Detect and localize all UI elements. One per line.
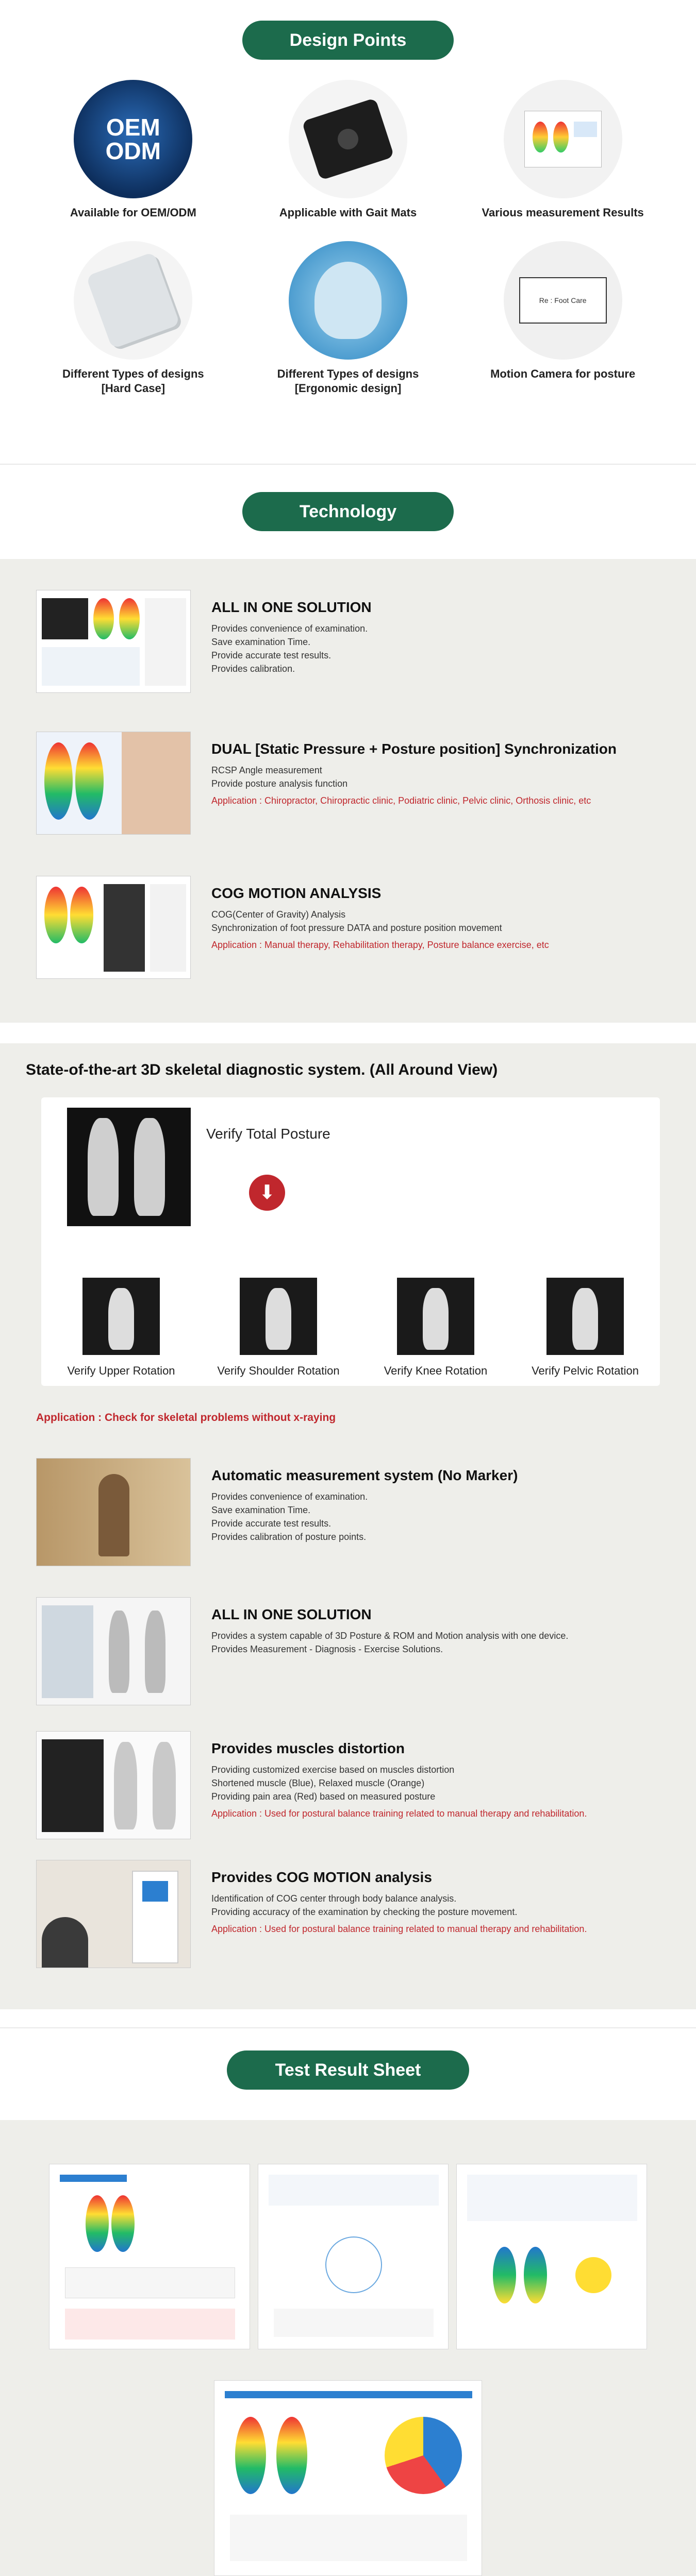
tech-title: DUAL [Static Pressure + Posture position] Synchronization [211, 741, 617, 757]
verify-upper-rotation [57, 1278, 186, 1378]
tech-desc-line: Synchronization of foot pressure DATA and posture position movement [211, 923, 502, 934]
result-sheet-foot-pressure [49, 2164, 250, 2349]
tech-title: ALL IN ONE SOLUTION [211, 599, 372, 615]
rotation-label: Verify Shoulder Rotation [217, 1364, 340, 1377]
skeletal-viewer [41, 1097, 660, 1386]
dual-sync-screenshot [36, 732, 191, 835]
design-point-gait-mats [241, 80, 456, 221]
design-point-hard-case [26, 241, 241, 396]
tech-desc-line: Provide accurate test results. [211, 650, 332, 661]
design-point-label: Different Types of designs [Ergonomic design] [277, 367, 419, 395]
result-sheet-foot-type [456, 2164, 647, 2349]
design-point-results [455, 80, 670, 221]
tech-title: Provides COG MOTION analysis [211, 1869, 432, 1885]
verify-pelvic-rotation [521, 1278, 650, 1378]
cog-motion-screenshot [36, 876, 191, 979]
oem-badge-text: OEM ODM [105, 114, 161, 164]
skeletal-application: Application : Check for skeletal problems without x-raying [36, 1412, 336, 1423]
tech-desc-line: Provides Measurement - Diagnosis - Exercise Solutions. [211, 1644, 443, 1655]
tech-desc-line: Providing pain area (Red) based on measured posture [211, 1791, 436, 1802]
skeletal-title: State-of-the-art 3D skeletal diagnostic system. (All Around View) [26, 1061, 498, 1078]
design-point-motion-camera [455, 241, 670, 396]
tech-desc-line: Save examination Time. [211, 637, 311, 648]
design-point-ergonomic [241, 241, 456, 396]
oem-badge-image [74, 80, 192, 198]
tech-title: ALL IN ONE SOLUTION [211, 1606, 372, 1622]
tech-desc-line: Provides convenience of examination. [211, 623, 368, 634]
total-posture-figure [67, 1108, 191, 1226]
tech-desc-line: Identification of COG center through body balance analysis. [211, 1893, 457, 1904]
rotation-label: Verify Pelvic Rotation [532, 1364, 639, 1377]
tech-application: Application : Chiropractor, Chiropractic clinic, Podiatric clinic, Pelvic clinic, Orthosis clinic, etc [211, 795, 591, 806]
cog-analysis-photo [36, 1860, 191, 1968]
technology-title: Technology [242, 492, 454, 531]
tech-desc-line: Providing accuracy of the examination by checking the posture movement. [211, 1907, 518, 1918]
tech-desc-line: Shortened muscle (Blue), Relaxed muscle (Orange) [211, 1778, 425, 1789]
skeletal-row-automatic [36, 1458, 675, 1566]
tech-desc [211, 764, 617, 790]
rotation-label: Verify Upper Rotation [67, 1364, 175, 1377]
tech-row-cog [36, 876, 675, 979]
tech-row-dual [36, 732, 675, 835]
motion-camera-image [504, 241, 622, 360]
tech-desc [211, 908, 549, 935]
ergonomic-device-image [289, 241, 407, 360]
skeletal-row-all-in-one [36, 1597, 675, 1705]
tech-desc [211, 1763, 587, 1803]
tech-desc-line: COG(Center of Gravity) Analysis [211, 909, 346, 920]
tech-desc-line: Provides calibration. [211, 664, 295, 674]
rotation-label: Verify Knee Rotation [384, 1364, 488, 1377]
all-in-one-screenshot [36, 590, 191, 693]
tech-desc-line: Provide accurate test results. [211, 1518, 332, 1529]
test-result-title: Test Result Sheet [227, 2050, 469, 2090]
design-points-title: Design Points [242, 21, 454, 60]
measurement-results-image [504, 80, 622, 198]
tech-desc-line: RCSP Angle measurement [211, 765, 322, 775]
tech-desc [211, 622, 372, 675]
tech-title: COG MOTION ANALYSIS [211, 885, 382, 901]
design-point-label: Various measurement Results [482, 206, 644, 219]
skeletal-row-muscles [36, 1731, 675, 1839]
shoulder-rotation-figure [240, 1278, 317, 1355]
verify-total-posture-label: Verify Total Posture [206, 1126, 330, 1142]
pelvic-rotation-figure [546, 1278, 624, 1355]
tech-desc-line: Provides a system capable of 3D Posture & ROM and Motion analysis with one device. [211, 1631, 569, 1641]
design-point-oem [26, 80, 241, 221]
tech-desc-line: Provides calibration of posture points. [211, 1532, 367, 1543]
design-points-grid [26, 80, 670, 396]
tech-application: Application : Used for postural balance training related to manual therapy and rehabilitation. [211, 1924, 587, 1935]
tech-desc [211, 1629, 568, 1656]
verify-knee-rotation [371, 1278, 500, 1378]
gait-mat-device-image [289, 80, 407, 198]
tech-desc-line: Save examination Time. [211, 1505, 311, 1516]
design-point-label: Motion Camera for posture [490, 367, 636, 380]
upper-rotation-figure [82, 1278, 160, 1355]
result-sheet-gait [214, 2380, 482, 2576]
section-divider [0, 2027, 696, 2028]
skeletal-row-cog [36, 1860, 675, 1968]
foot-care-sign: Re : Foot Care [519, 277, 607, 324]
tech-desc [211, 1490, 518, 1544]
tech-desc-line: Provide posture analysis function [211, 778, 348, 789]
tech-title: Provides muscles distortion [211, 1740, 405, 1756]
verify-shoulder-rotation [211, 1278, 345, 1378]
down-arrow-icon: ⬇ [249, 1175, 285, 1211]
automatic-measurement-photo [36, 1458, 191, 1566]
tech-application: Application : Manual therapy, Rehabilitation therapy, Posture balance exercise, etc [211, 940, 549, 951]
design-point-label: Applicable with Gait Mats [279, 206, 417, 219]
muscles-distortion-screenshot [36, 1731, 191, 1839]
design-point-label: Available for OEM/ODM [70, 206, 196, 219]
result-sheet-comparison [258, 2164, 449, 2349]
tech-title: Automatic measurement system (No Marker) [211, 1467, 518, 1483]
tech-desc [211, 1892, 587, 1919]
hard-case-device-image [74, 241, 192, 360]
all-in-one-posture-screenshot [36, 1597, 191, 1705]
tech-row-all-in-one [36, 590, 675, 693]
tech-desc-line: Provides convenience of examination. [211, 1492, 368, 1502]
knee-rotation-figure [397, 1278, 474, 1355]
tech-desc-line: Providing customized exercise based on muscles distortion [211, 1765, 455, 1775]
design-point-label: Different Types of designs [Hard Case] [62, 367, 204, 395]
tech-application: Application : Used for postural balance training related to manual therapy and rehabilitation. [211, 1808, 587, 1819]
section-divider [0, 464, 696, 465]
